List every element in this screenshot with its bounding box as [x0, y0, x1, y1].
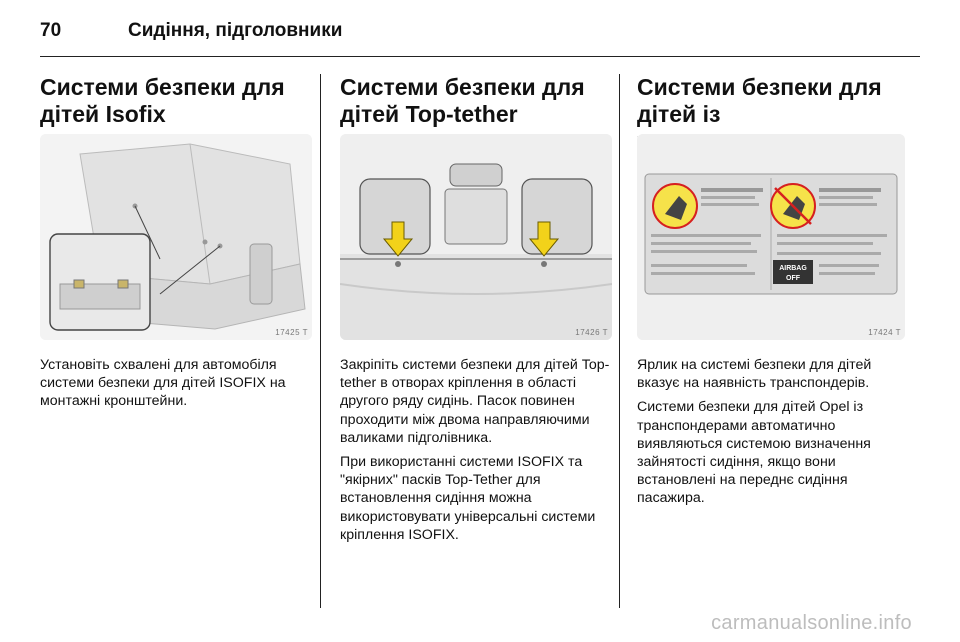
header-rule: [40, 56, 920, 57]
column-divider: [619, 74, 620, 608]
figure-code: 17426 T: [575, 328, 608, 337]
top-tether-drawing: [340, 134, 612, 340]
section-top-tether: [340, 74, 612, 550]
chapter-title: Сидіння, підголовники: [128, 20, 343, 41]
figure-code: 17425 T: [275, 328, 308, 337]
section-body: [637, 356, 905, 508]
airbag-label-text: AIRBAG: [779, 265, 807, 272]
figure-code: 17424 T: [868, 328, 901, 337]
section-title: Системи безпеки для дітей із: [637, 74, 882, 127]
page-number: 70: [40, 20, 62, 41]
section-body: [340, 356, 612, 544]
section-transponders: [637, 74, 905, 514]
top-tether-illustration: [340, 134, 612, 340]
page-header: [40, 10, 920, 50]
section-body: [40, 356, 312, 411]
paragraph: Системи безпеки для дітей Opel із транспондерами автоматично виявляються системою визначення зайнятості сидіння, якщо вони встановлені на переднє сидіння пасажира.: [637, 399, 871, 507]
section-isofix: [40, 74, 312, 417]
section-title: Системи безпеки для дітей Isofix: [40, 74, 285, 127]
isofix-seat-drawing: [40, 134, 312, 340]
paragraph: Установіть схвалені для автомобіля системи безпеки для дітей ISOFIX на монтажні кронштейни.: [40, 357, 286, 410]
airbag-label-drawing: [637, 134, 905, 340]
isofix-illustration: [40, 134, 312, 340]
section-title: Системи безпеки для дітей Top-tether: [340, 74, 585, 127]
paragraph: Ярлик на системі безпеки для дітей вказує на наявність транспондерів.: [637, 357, 872, 392]
transponder-label-illustration: [637, 134, 905, 340]
airbag-off-text: OFF: [786, 275, 800, 282]
watermark: carmanualsonline.info: [711, 612, 912, 634]
column-divider: [320, 74, 321, 608]
paragraph: При використанні системи ISOFIX та "якірних" пасків Top-Tether для встановлення сидіння можна використовувати універсальні системи кріплення ISOFIX.: [340, 454, 596, 543]
paragraph: Закріпіть системи безпеки для дітей Top-tether в отворах кріплення в області другого ряду сидінь. Пасок повинен проходити між двома направляючими валиками підголівника.: [340, 357, 610, 446]
